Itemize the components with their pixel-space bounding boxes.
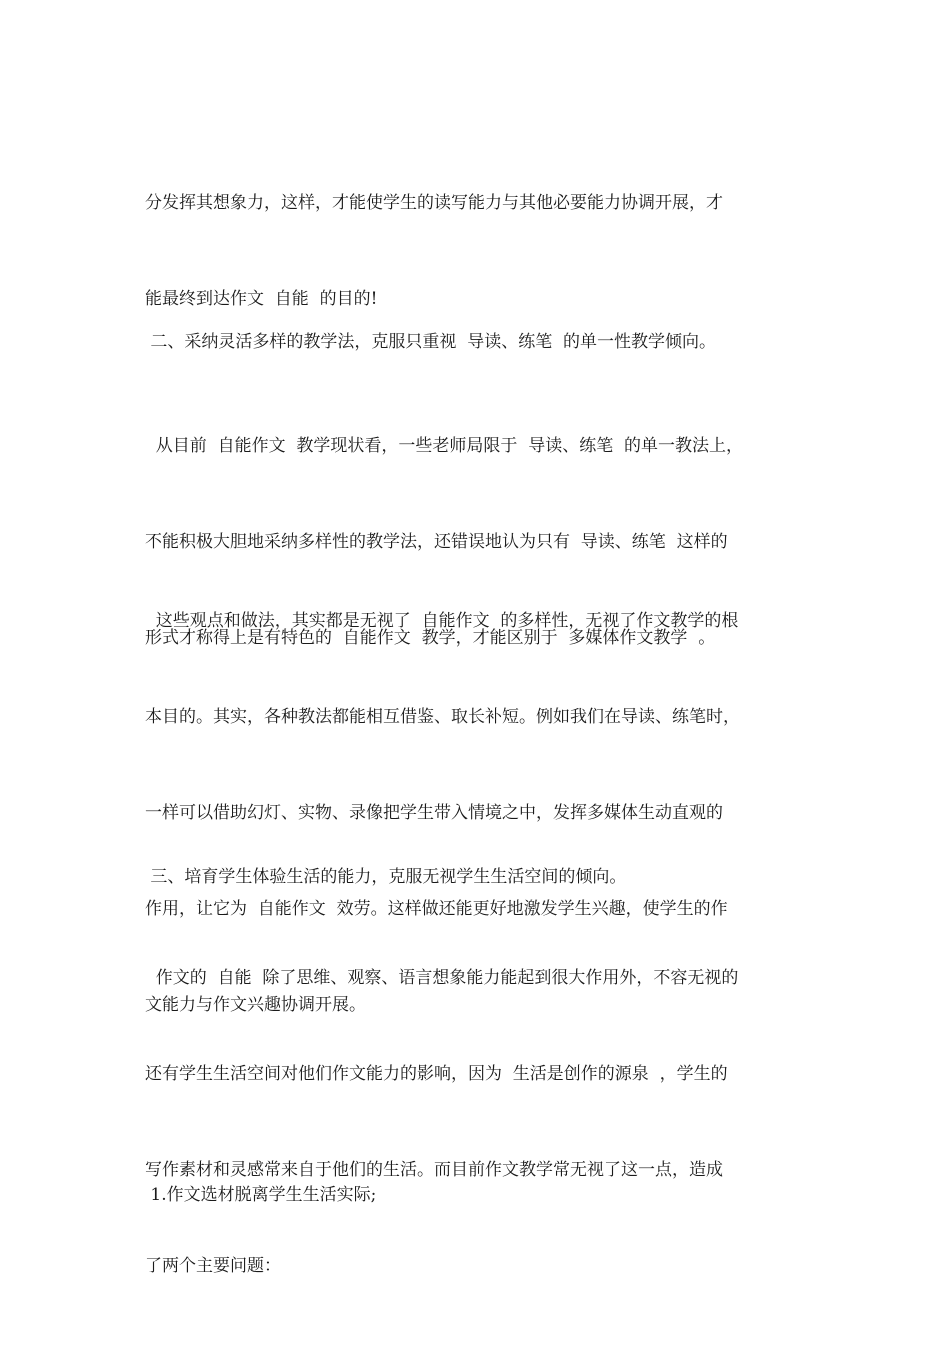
text-line: 形式才称得上是有特色的 自能作文 教学，才能区别于 多媒体作文教学 。 [145, 628, 716, 648]
text-line: 作文的 自能 除了思维、观察、语言想象能力能起到很大作用外，不容无视的 [145, 968, 739, 988]
text-line: 这些观点和做法，其实都是无视了 自能作文 的多样性，无视了作文教学的根 [145, 611, 739, 631]
text-line: 本目的。其实，各种教法都能相互借鉴、取长补短。例如我们在导读、练笔时， [145, 707, 740, 727]
text-line: 了两个主要问题： [145, 1256, 281, 1276]
text-line: 还有学生生活空间对他们作文能力的影响，因为 生活是创作的源泉 ，学生的 [145, 1064, 728, 1084]
list-item-text: 1.作文选材脱离学生生活实际; [145, 1185, 377, 1205]
text-line: 作用，让它为 自能作文 效劳。这样做还能更好地激发学生兴趣，使学生的作 [145, 899, 728, 919]
text-line: 文能力与作文兴趣协调开展。 [145, 995, 366, 1015]
text-line: 从目前 自能作文 教学现状看，一些老师局限于 导读、练笔 的单一教法上， [145, 436, 744, 456]
list-item-one [145, 1115, 810, 1275]
text-line: 分发挥其想象力，这样，才能使学生的读写能力与其他必要能力协调开展，才 [145, 193, 723, 213]
text-line: 能最终到达作文 自能 的目的! [145, 289, 378, 309]
heading-text: 二、采纳灵活多样的教学法，克服只重视 导读、练笔 的单一性教学倾向。 [145, 332, 717, 352]
text-line: 不能积极大胆地采纳多样性的教学法，还错误地认为只有 导读、练笔 这样的 [145, 532, 728, 552]
text-line: 写作素材和灵感常来自于他们的生活。而目前作文教学常无视了这一点，造成 [145, 1160, 723, 1180]
text-line: 一样可以借助幻灯、实物、录像把学生带入情境之中，发挥多媒体生动直观的 [145, 803, 723, 823]
heading-text: 三、培育学生体验生活的能力，克服无视学生生活空间的倾向。 [145, 867, 627, 887]
